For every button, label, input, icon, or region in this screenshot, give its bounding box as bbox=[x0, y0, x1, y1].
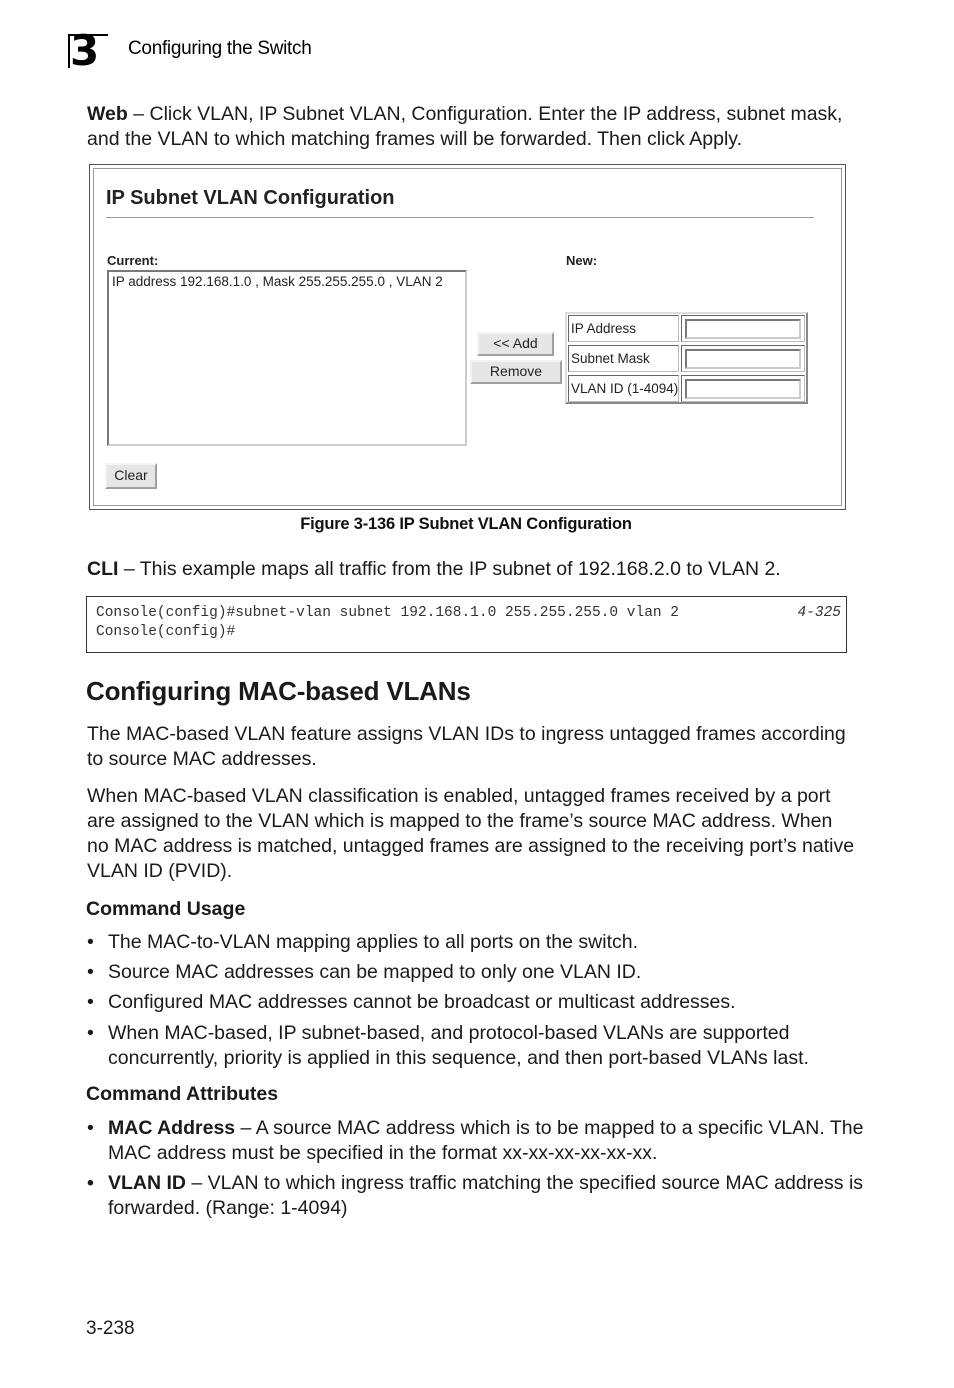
section-paragraph: The MAC-based VLAN feature assigns VLAN IDs to ingress untagged frames according to source MAC addresses. bbox=[87, 723, 846, 770]
section-paragraph: When MAC-based VLAN classification is enabled, untagged frames received by a port are assigned to the VLAN which is mapped to the frame’s source MAC address. When no MAC address is matched, untagged frames are assigned to the receiving port’s native VLAN ID (PVID). bbox=[87, 785, 855, 882]
current-entries-listbox[interactable] bbox=[107, 270, 467, 446]
figure-screenshot bbox=[89, 164, 846, 510]
web-label: Web bbox=[87, 103, 128, 125]
ip-address-input[interactable] bbox=[685, 319, 801, 339]
new-label: New: bbox=[566, 253, 598, 268]
figure-panel bbox=[93, 168, 842, 506]
panel-title: IP Subnet VLAN Configuration bbox=[106, 187, 395, 209]
vlan-id-input[interactable] bbox=[685, 379, 801, 399]
subnet-mask-label: Subnet Mask bbox=[568, 345, 679, 372]
command-usage-heading: Command Usage bbox=[86, 898, 246, 920]
web-text: – Click VLAN, IP Subnet VLAN, Configuration. Enter the IP address, subnet mask, and the VLAN to which matching frames will be forwarded. Then click Apply. bbox=[87, 103, 843, 150]
subnet-mask-input[interactable] bbox=[685, 349, 801, 369]
figure-caption: Figure 3-136 IP Subnet VLAN Configuration bbox=[300, 515, 632, 533]
cli-instructions bbox=[87, 557, 857, 582]
list-item[interactable]: IP address 192.168.1.0 , Mask 255.255.255.0 , VLAN 2 bbox=[112, 274, 443, 289]
code-block bbox=[86, 596, 847, 653]
page-number: 3-238 bbox=[86, 1318, 135, 1339]
vlan-id-row bbox=[567, 374, 806, 403]
cli-label: CLI bbox=[87, 558, 119, 580]
command-attributes-heading: Command Attributes bbox=[86, 1083, 279, 1105]
subnet-mask-row bbox=[567, 344, 806, 373]
vlan-id-label: VLAN ID (1-4094) bbox=[568, 375, 679, 402]
attr-name: MAC Address bbox=[108, 1117, 236, 1139]
current-label: Current: bbox=[107, 253, 159, 268]
new-entry-form bbox=[565, 312, 808, 404]
ip-address-row bbox=[567, 314, 806, 343]
code-line: Console(config)#subnet-vlan subnet 192.168.1.0 255.255.255.0 vlan 2 bbox=[96, 605, 679, 621]
remove-button[interactable]: Remove bbox=[470, 360, 562, 384]
section-heading: Configuring MAC-based VLANs bbox=[86, 676, 471, 706]
ip-address-label: IP Address bbox=[568, 315, 679, 342]
cli-text: – This example maps all traffic from the IP subnet of 192.168.2.0 to VLAN 2. bbox=[118, 558, 781, 580]
panel-divider bbox=[106, 217, 814, 219]
web-instructions bbox=[87, 102, 857, 152]
attr-name: VLAN ID bbox=[108, 1172, 186, 1194]
code-reference: 4-325 bbox=[797, 605, 841, 621]
chapter-number: 3 bbox=[70, 26, 100, 75]
add-button[interactable]: << Add bbox=[477, 332, 554, 356]
code-line: Console(config)# bbox=[96, 624, 236, 640]
running-header-title: Configuring the Switch bbox=[128, 38, 312, 59]
clear-button[interactable]: Clear bbox=[105, 463, 157, 489]
